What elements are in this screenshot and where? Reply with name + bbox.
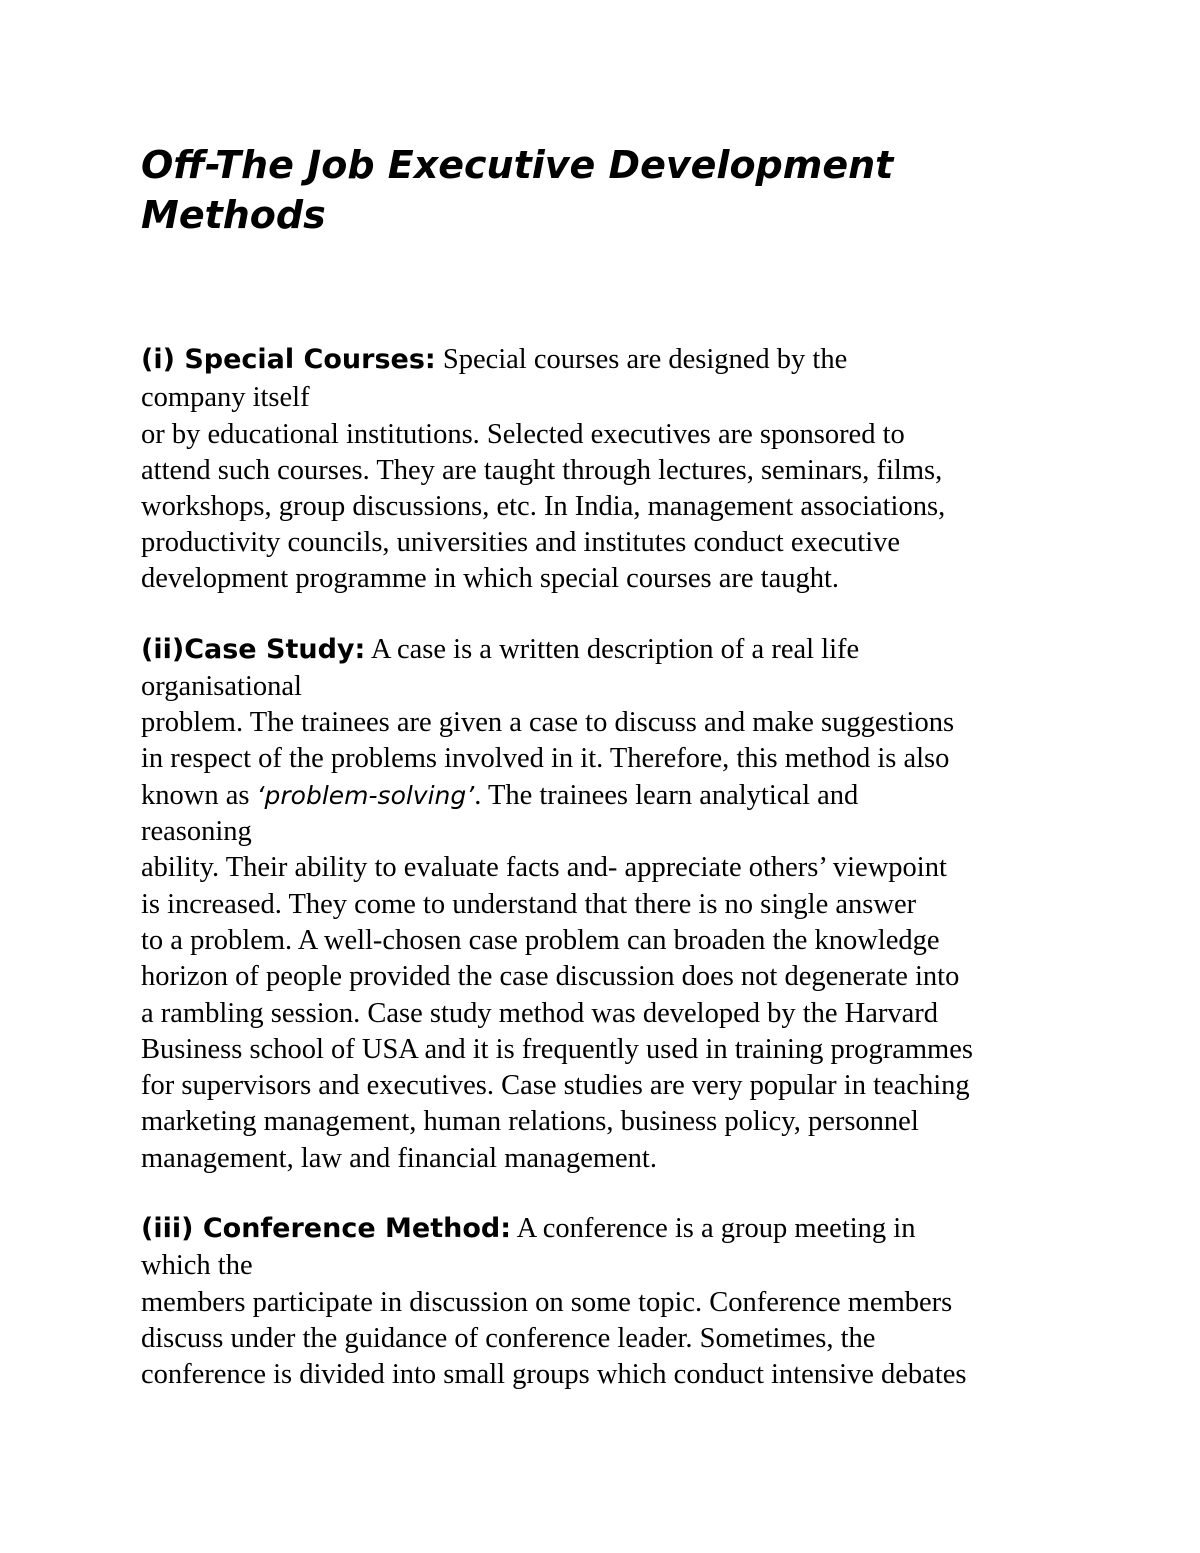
title-line-2: Methods [141, 193, 326, 237]
paragraph-text: Special courses are designed by the [435, 344, 848, 375]
paragraph-line: workshops, group discussions, etc. In India, management associations, [141, 491, 946, 522]
paragraph-line: company itself [141, 382, 310, 413]
paragraph-line: marketing management, human relations, business policy, personnel [141, 1106, 919, 1137]
section-special-courses-line [141, 342, 847, 378]
paragraph-line: to a problem. A well-chosen case problem can broaden the knowledge [141, 925, 940, 956]
paragraph-line: in respect of the problems involved in it. Therefore, this method is also [141, 743, 950, 774]
title-line-1: Off-The Job Executive Development [141, 143, 894, 187]
paragraph-line: is increased. They come to understand that there is no single answer [141, 889, 917, 920]
paragraph-line: problem. The trainees are given a case to discuss and make suggestions [141, 707, 955, 738]
paragraph-line: which the [141, 1250, 253, 1281]
paragraph-text: . The trainees learn analytical and [474, 780, 859, 811]
paragraph-line: discuss under the guidance of conference leader. Sometimes, the [141, 1323, 876, 1354]
paragraph-line: organisational [141, 671, 302, 702]
paragraph-line: productivity councils, universities and institutes conduct executive [141, 527, 901, 558]
section-conference-method-line [141, 1211, 915, 1247]
paragraph-line: conference is divided into small groups which conduct intensive debates [141, 1359, 967, 1390]
paragraph-text: A case is a written description of a real life [365, 634, 860, 665]
paragraph-line: horizon of people provided the case discussion does not degenerate into [141, 961, 960, 992]
paragraph-line: development programme in which special courses are taught. [141, 563, 840, 594]
paragraph-line: reasoning [141, 816, 252, 847]
paragraph-line: ability. Their ability to evaluate facts and- appreciate others’ viewpoint [141, 852, 947, 883]
section-heading-conference-method: (iii) Conference Method: [141, 1213, 512, 1244]
paragraph-line: attend such courses. They are taught through lectures, seminars, films, [141, 455, 943, 486]
paragraph-line: Business school of USA and it is frequently used in training programmes [141, 1034, 973, 1065]
section-heading-case-study: (ii)Case Study: [141, 634, 366, 665]
section-case-study-line [141, 632, 859, 668]
section-heading-special-courses: (i) Special Courses: [141, 344, 436, 375]
paragraph-text: A conference is a group meeting in [511, 1213, 916, 1244]
emphasized-term: ‘problem-solving’ [256, 781, 475, 810]
paragraph-line: for supervisors and executives. Case studies are very popular in teaching [141, 1070, 970, 1101]
paragraph-line: management, law and financial management. [141, 1143, 657, 1174]
paragraph-text: known as [141, 780, 257, 811]
document-title [141, 140, 1101, 240]
paragraph-line: a rambling session. Case study method was developed by the Harvard [141, 998, 939, 1029]
paragraph-line [141, 778, 858, 814]
paragraph-line: members participate in discussion on some topic. Conference members [141, 1287, 953, 1318]
paragraph-line: or by educational institutions. Selected executives are sponsored to [141, 419, 905, 450]
